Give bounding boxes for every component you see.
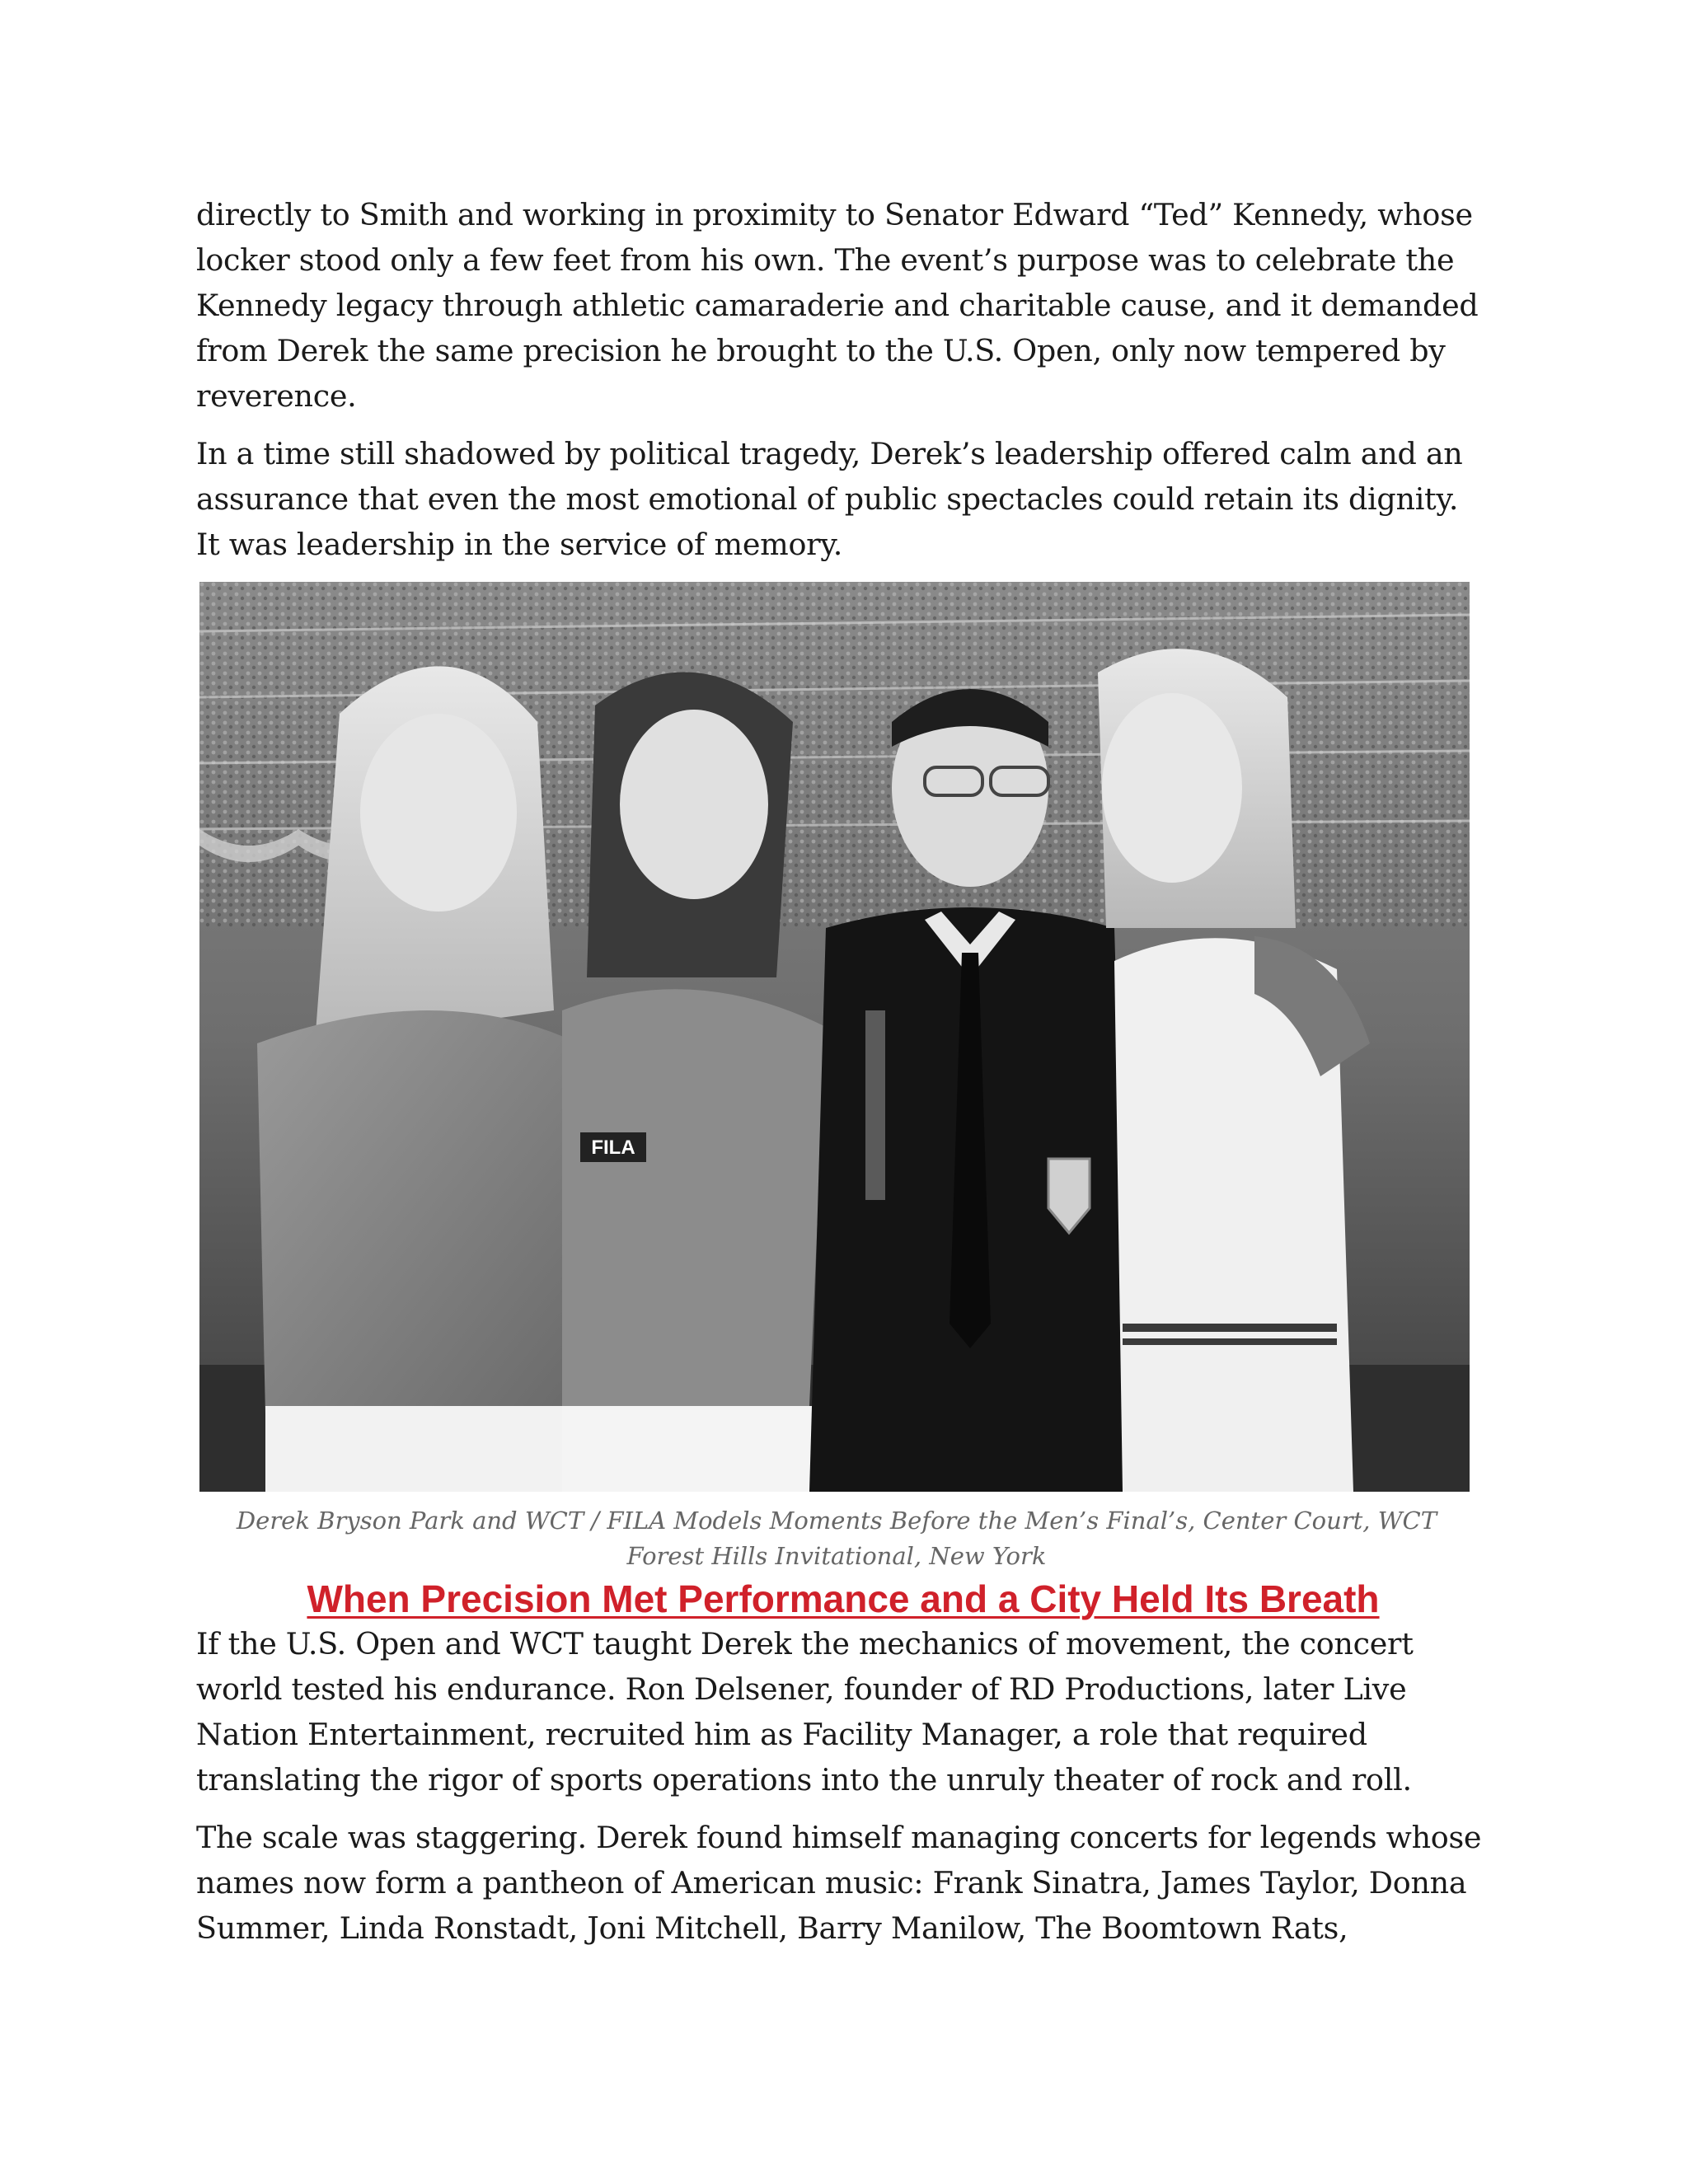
body-paragraph-2: In a time still shadowed by political tragedy, Derek’s leadership offered calm and an assurance that even the most emotional of public spectacles could retain its dignity. It was leadership in the service of memory. xyxy=(196,436,1463,562)
body-paragraph-4: The scale was staggering. Derek found himself managing concerts for legends whose names now form a pantheon of American music: Frank Sinatra, James Taylor, Donna Summer, Linda Ronstadt, Joni Mitchell, Barry Manilow, The Boomtown Rats, xyxy=(196,1820,1482,1946)
fila-logo-text: FILA xyxy=(591,1137,635,1159)
section-heading: When Precision Met Performance and a City Held Its Breath xyxy=(307,1577,1380,1620)
body-paragraph-3: If the U.S. Open and WCT taught Derek the mechanics of movement, the concert world tested his endurance. Ron Delsener, founder of RD Productions, later Live Nation Entertainment, recruited him as Facility Manager, a role that required translating the rigor of sports operations into the unruly theater of rock and roll. xyxy=(196,1626,1414,1797)
photo-caption: Derek Bryson Park and WCT / FILA Models Moments Before the Men’s Final’s, Center Court, WCT Forest Hills Invitational, New York xyxy=(236,1507,1437,1570)
black-and-white-photo xyxy=(199,582,1470,1492)
body-paragraph-1: directly to Smith and working in proximity to Senator Edward “Ted” Kennedy, whose locker stood only a few feet from his own. The event’s purpose was to celebrate the Kennedy legacy through athletic camaraderie and charitable cause, and it demanded from Derek the same precision he brought to the U.S. Open, only now tempered by reverence. xyxy=(196,197,1479,414)
